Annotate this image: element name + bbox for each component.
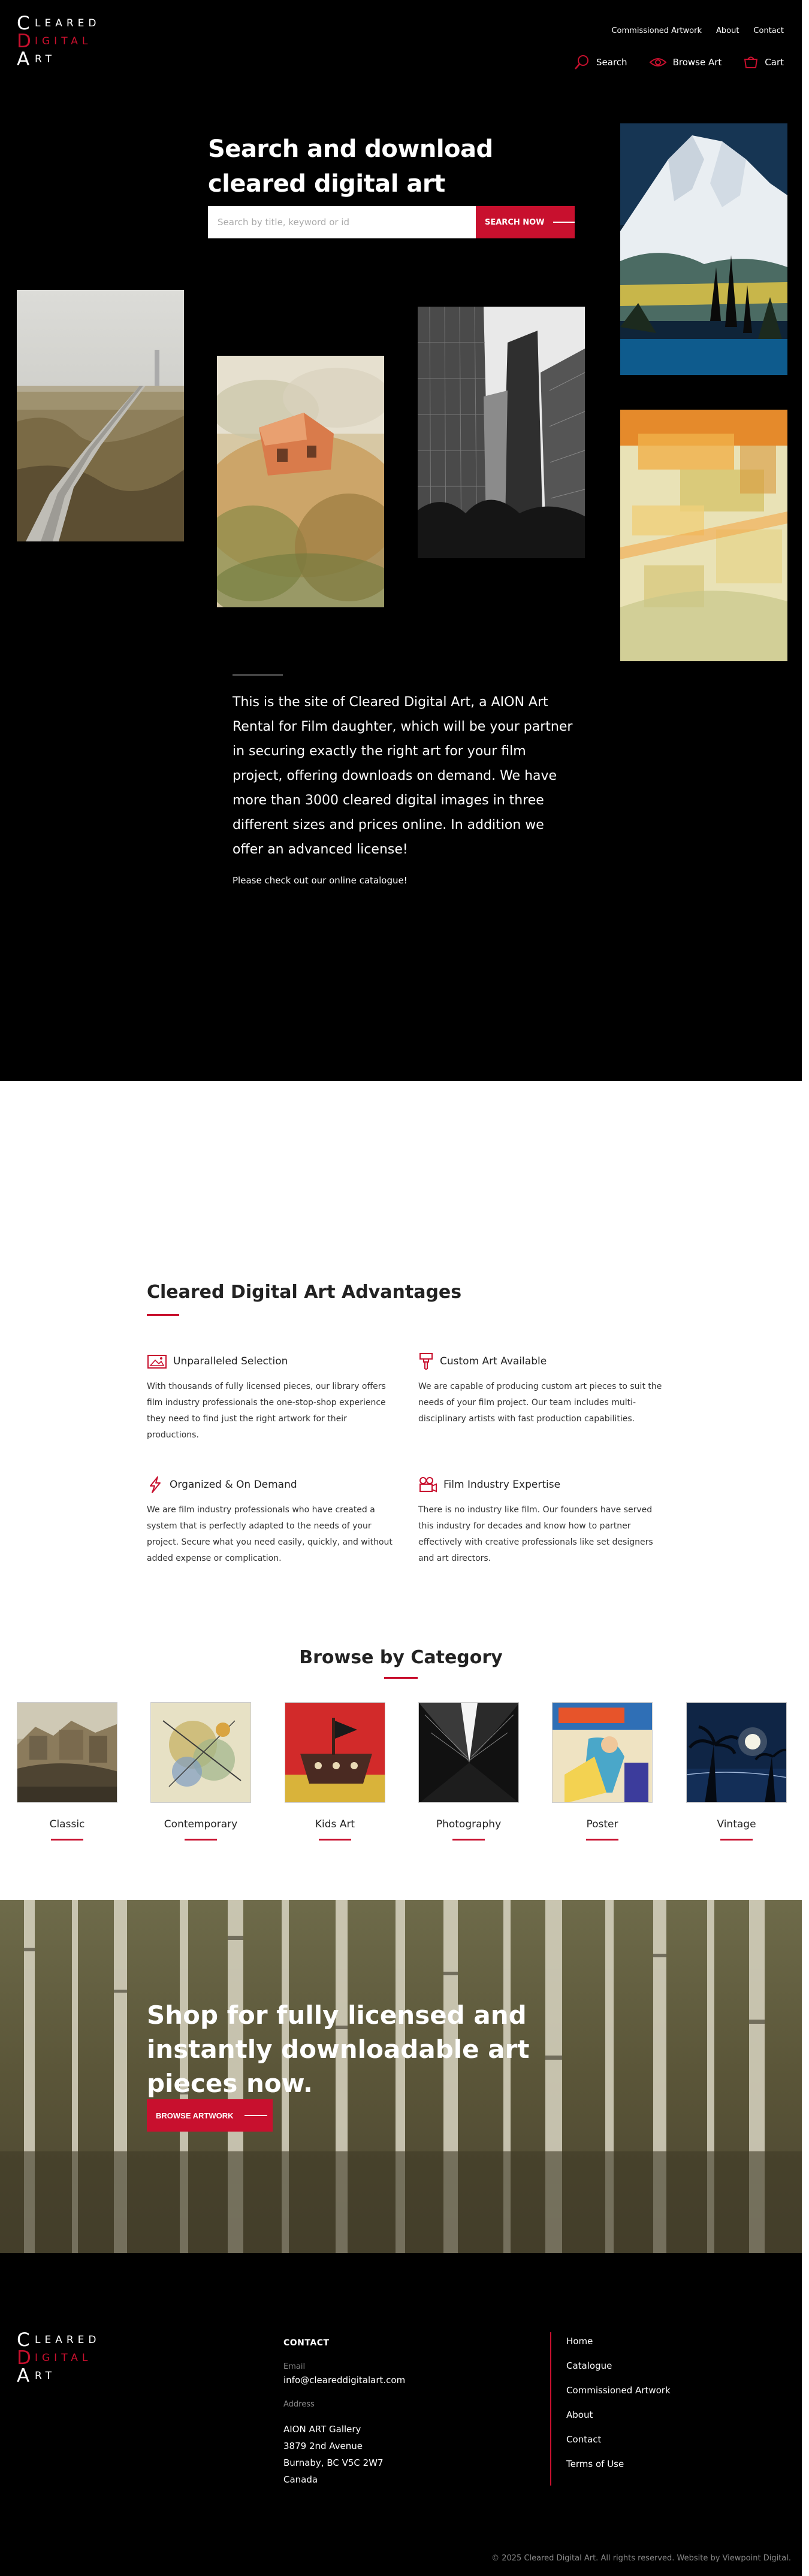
footer-logo[interactable]: C LEARED D IGITAL A RT	[17, 2329, 101, 2387]
hero-search	[208, 206, 575, 238]
intro-paragraph: This is the site of Cleared Digital Art, a AION Art Rental for Film daughter, which will be your partner in securing exactly the right art for your film project, offering downloads on demand. We have more than 3000 cleared digital images in three different sizes and prices online. In addition we offer an advanced license!	[233, 695, 573, 857]
eye-icon	[649, 56, 667, 69]
category-underline	[319, 1839, 351, 1841]
footer-link-terms[interactable]: Terms of Use	[566, 2459, 624, 2469]
category-underline	[185, 1839, 217, 1841]
footer-link-commissioned-artwork[interactable]: Commissioned Artwork	[566, 2385, 671, 2396]
button-dash	[553, 222, 575, 223]
film-camera-icon	[418, 1476, 437, 1493]
category-kids-art[interactable]: Kids Art	[285, 1702, 385, 1841]
category-thumb	[17, 1702, 117, 1803]
cart-icon	[743, 55, 759, 69]
shop-title: Shop for fully licensed and instantly downloadable art pieces now.	[147, 2000, 530, 2098]
advantages-title: Cleared Digital Art Advantages	[147, 1282, 462, 1303]
footer-email-label: Email	[283, 2362, 306, 2371]
category-underline	[51, 1839, 83, 1841]
footer-contact-heading: CONTACT	[283, 2338, 330, 2348]
category-thumb	[418, 1702, 519, 1803]
footer-address: AION ART Gallery 3879 2nd Avenue Burnaby, BC V5C 2W7 Canada	[283, 2424, 384, 2485]
footer-link-contact[interactable]: Contact	[566, 2434, 602, 2445]
footer-email[interactable]: info@cleareddigitalart.com	[283, 2375, 406, 2386]
search-input[interactable]	[208, 206, 476, 238]
footer-link-about[interactable]: About	[566, 2409, 593, 2420]
category-thumb	[150, 1702, 251, 1803]
vintage-thumbnail	[687, 1703, 787, 1803]
category-thumb	[285, 1702, 385, 1803]
picture-frame-icon	[147, 1353, 167, 1370]
artwork-mountain-poster[interactable]	[620, 123, 787, 375]
browse-artwork-button[interactable]: BROWSE ARTWORK	[147, 2099, 273, 2132]
nav-about[interactable]: About	[716, 26, 739, 35]
footer-address-label: Address	[283, 2400, 315, 2409]
nav-browse-art[interactable]: Browse Art	[649, 56, 722, 69]
mountain-poster-image	[620, 123, 787, 375]
house-painting-image	[217, 356, 384, 607]
category-thumb	[686, 1702, 787, 1803]
icon-nav	[573, 54, 784, 71]
footer	[0, 2253, 802, 2576]
category-underline	[452, 1839, 485, 1841]
kids-art-thumbnail	[285, 1703, 385, 1803]
search-icon	[573, 54, 590, 71]
category-classic[interactable]: Classic	[17, 1702, 117, 1841]
catalogue-link[interactable]: Please check out our online catalogue!	[233, 875, 407, 886]
artwork-skyscrapers[interactable]	[418, 307, 585, 558]
poster-thumbnail	[553, 1703, 653, 1803]
lightning-icon	[147, 1476, 164, 1494]
paint-brush-icon	[418, 1352, 434, 1370]
footer-link-home[interactable]: Home	[566, 2336, 593, 2347]
category-poster[interactable]: Poster	[552, 1702, 653, 1841]
search-now-button[interactable]: SEARCH NOW	[476, 206, 575, 238]
top-nav	[611, 26, 784, 35]
advantages-underline	[147, 1314, 179, 1316]
category-photography[interactable]: Photography	[418, 1702, 519, 1841]
skyscrapers-image	[418, 307, 585, 558]
category-underline	[586, 1839, 618, 1841]
categories-underline	[384, 1677, 418, 1679]
advantage-film-industry-expertise: Film Industry Expertise There is no industry like film. Our founders have served this industry for decades and know how to partner effectively with creative professionals like set designers and art directors.	[418, 1476, 664, 1567]
advantage-unparalleled-selection: Unparalleled Selection With thousands of fully licensed pieces, our library offers film industry professionals the one-stop-shop experience they need to find just the right artwork for their productions.	[147, 1352, 393, 1443]
category-contemporary[interactable]: Contemporary	[150, 1702, 251, 1841]
category-vintage[interactable]: Vintage	[686, 1702, 787, 1841]
classic-thumbnail	[17, 1703, 117, 1803]
photography-thumbnail	[419, 1703, 519, 1803]
copyright: © 2025 Cleared Digital Art. All rights reserved. Website by Viewpoint Digital.	[491, 2554, 791, 2563]
footer-nav	[566, 2335, 671, 2482]
artwork-abstract-orange[interactable]	[620, 410, 787, 661]
category-underline	[720, 1839, 753, 1841]
artwork-boardwalk[interactable]	[17, 290, 184, 541]
footer-link-catalogue[interactable]: Catalogue	[566, 2360, 612, 2371]
artwork-house-painting[interactable]	[217, 356, 384, 607]
abstract-orange-image	[620, 410, 787, 661]
footer-divider	[550, 2332, 551, 2486]
advantage-organized-on-demand: Organized & On Demand We are film industry professionals who have created a system that is perfectly adapted to the needs of your project. Secure what you need easily, quickly, and without added expense or complication.	[147, 1476, 393, 1567]
intro-divider	[233, 674, 283, 676]
hero-title: Search and download cleared digital art	[208, 135, 493, 198]
hero-section	[0, 0, 802, 1081]
categories-title: Browse by Category	[299, 1647, 503, 1668]
nav-search[interactable]: Search	[573, 54, 627, 71]
site-logo[interactable]: C LEARED D IGITAL A RT	[17, 13, 101, 70]
category-thumb	[552, 1702, 653, 1803]
nav-cart[interactable]: Cart	[743, 55, 784, 69]
button-dash	[244, 2115, 267, 2116]
nav-commissioned-artwork[interactable]: Commissioned Artwork	[611, 26, 702, 35]
nav-contact[interactable]: Contact	[753, 26, 784, 35]
contemporary-thumbnail	[151, 1703, 251, 1803]
boardwalk-image	[17, 290, 184, 541]
advantage-custom-art: Custom Art Available We are capable of producing custom art pieces to suit the needs of your film project. Our team includes multi-disciplinary artists with fast production capabilities.	[418, 1352, 664, 1427]
